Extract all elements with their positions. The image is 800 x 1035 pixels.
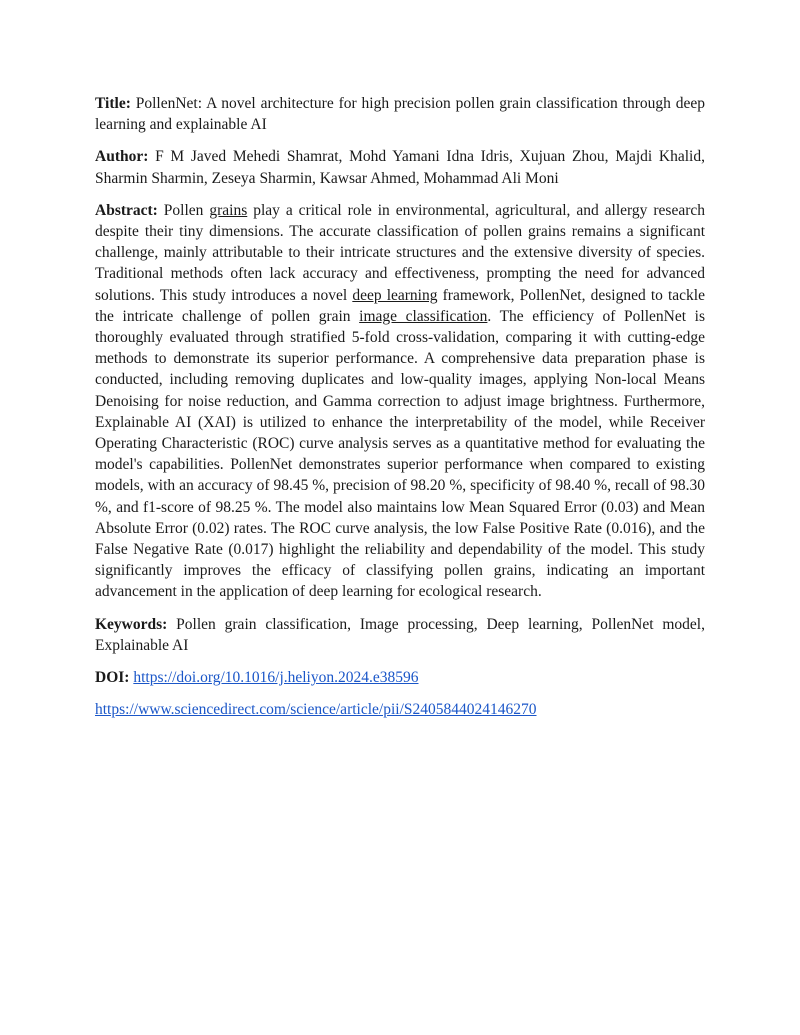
keywords-paragraph — [95, 614, 705, 656]
abstract-text-1: Pollen — [157, 201, 210, 219]
sciencedirect-link[interactable]: https://www.sciencedirect.com/science/article/pii/S2405844024146270 — [95, 701, 537, 719]
abstract-text-4: . The efficiency of PollenNet is thoroughly evaluated through stratified 5-fold cross-validation, comparing it with cutting-edge methods to demonstrate its superior performance. A comprehensive data preparation phase is conducted, including removing duplicates and low-quality images, applying Non-local Means Denoising for noise reduction, and Gamma correction to adjust image brightness. Furthermore, Explainable AI (XAI) is utilized to enhance the interpretability of the model, while Receiver Operating Characteristic (ROC) curve analysis serves as a quantitative method for evaluating the model's capabilities. PollenNet demonstrates superior performance when compared to existing models, with an accuracy of 98.45 %, precision of 98.20 %, specificity of 98.40 %, recall of 98.30 %, and f1-score of 98.25 %. The model also maintains low Mean Squared Error (0.03) and Mean Absolute Error (0.02) rates. The ROC curve analysis, the low False Positive Rate (0.016), and the False Negative Rate (0.017) highlight the reliability and dependability of the model. This study significantly improves the efficacy of classifying pollen grains, indicating an important advancement in the application of deep learning for ecological research. — [95, 307, 705, 601]
doi-label: DOI: — [95, 669, 130, 687]
author-paragraph — [95, 146, 705, 188]
document-page — [95, 93, 705, 731]
abstract-term-deep-learning[interactable]: deep learning — [352, 286, 438, 304]
abstract-term-grains[interactable]: grains — [209, 201, 248, 219]
abstract-paragraph — [95, 200, 705, 603]
author-label: Author: — [95, 148, 149, 166]
title-label: Title: — [95, 95, 131, 112]
title-text: PollenNet: A novel architecture for high precision pollen grain classification through deep learning and explainable AI — [95, 95, 705, 134]
abstract-label: Abstract: — [95, 201, 158, 219]
abstract-term-image-classification[interactable]: image classification — [359, 307, 488, 325]
keywords-text: Pollen grain classification, Image processing, Deep learning, PollenNet model, Explainable AI — [95, 615, 705, 654]
source-link-paragraph — [95, 699, 705, 720]
author-text: F M Javed Mehedi Shamrat, Mohd Yamani Idna Idris, Xujuan Zhou, Majdi Khalid, Sharmin Sharmin, Zeseya Sharmin, Kawsar Ahmed, Mohammad Ali Moni — [95, 148, 705, 187]
title-paragraph — [95, 93, 705, 135]
doi-link[interactable]: https://doi.org/10.1016/j.heliyon.2024.e38596 — [133, 669, 419, 687]
abstract-text-3: framework, PollenNet, designed to tackle the intricate challenge of pollen grain — [95, 286, 705, 325]
doi-paragraph — [95, 667, 705, 688]
abstract-text-2: play a critical role in environmental, agricultural, and allergy research despite their tiny dimensions. The accurate classification of pollen grains remains a significant challenge, mainly attributable to their intricate structures and the extensive diversity of species. Traditional methods often lack accuracy and effectiveness, prompting the need for advanced solutions. This study introduces a novel — [95, 201, 706, 304]
keywords-label: Keywords: — [95, 615, 168, 633]
